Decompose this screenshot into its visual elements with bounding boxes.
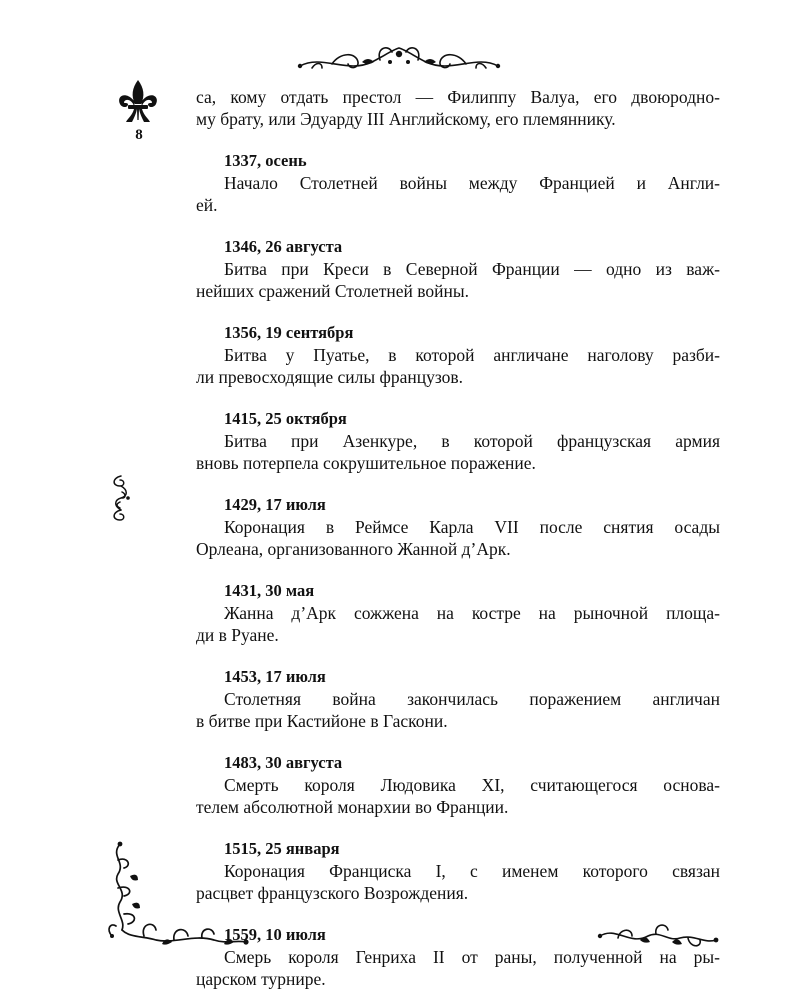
- text-line: Коронация в Реймсе Карла VII после снятия осады: [224, 517, 720, 537]
- text-line: Жанна д’Арк сожжена на костре на рыночной площа-: [224, 603, 720, 623]
- chronology-entry: [196, 408, 720, 474]
- text-line: Битва у Пуатье, в которой англичане наголову разби-: [224, 345, 720, 365]
- chronology-entry: [196, 322, 720, 388]
- text-line: ди в Руане.: [196, 625, 279, 645]
- entry-date: 1346, 26 августа: [224, 237, 343, 256]
- text-line: са, кому отдать престол — Филиппу Валуа, его двоюродно-: [196, 87, 720, 107]
- text-line: ли превосходящие силы французов.: [196, 367, 464, 387]
- chronology-entry: [196, 752, 720, 818]
- entry-date: 1429, 17 июля: [224, 495, 326, 514]
- text-line: нейших сражений Столетней войны.: [196, 281, 470, 301]
- entry-date: 1356, 19 сентября: [224, 323, 354, 342]
- text-line: Битва при Креси в Северной Франции — одно из важ-: [224, 259, 720, 279]
- text-line: му брату, или Эдуарду III Английскому, его племяннику.: [196, 109, 616, 129]
- text-line: Коронация Франциска I, с именем которого связан: [224, 861, 720, 881]
- text-line: телем абсолютной монархии во Франции.: [196, 797, 509, 817]
- text-line: в битве при Кастийоне в Гаскони.: [196, 711, 448, 731]
- text-line: ей.: [196, 195, 218, 215]
- fleur-de-lis-icon: [116, 78, 160, 124]
- text-line: царском турнире.: [196, 969, 326, 989]
- entry-date: 1337, осень: [224, 151, 307, 170]
- text-line: Смерь короля Генриха II от раны, полученной на ры-: [224, 947, 720, 967]
- chronology-entry: [196, 924, 720, 990]
- chronology-entry: [196, 494, 720, 560]
- entry-date: 1515, 25 января: [224, 839, 340, 858]
- text-line: Орлеана, организованного Жанной д’Арк.: [196, 539, 511, 559]
- chronology-entry: [196, 150, 720, 216]
- text-line: Начало Столетней войны между Францией и Англи-: [224, 173, 720, 193]
- text-line: расцвет французского Возрождения.: [196, 883, 469, 903]
- opening-paragraph: [196, 86, 720, 130]
- entry-date: 1453, 17 июля: [224, 667, 326, 686]
- chronology-entry: [196, 236, 720, 302]
- side-scroll-icon: [108, 474, 134, 522]
- text-line: вновь потерпела сокрушительное поражение.: [196, 453, 536, 473]
- entry-date: 1431, 30 мая: [224, 581, 315, 600]
- text-line: Смерть короля Людовика XI, считающегося основа-: [224, 775, 720, 795]
- entry-date: 1483, 30 августа: [224, 753, 343, 772]
- top-flourish-icon: [292, 40, 506, 76]
- chronology-entry: [196, 666, 720, 732]
- text-line: Битва при Азенкуре, в которой французская армия: [224, 431, 720, 451]
- chronology-entry: [196, 580, 720, 646]
- chronology-entry: [196, 838, 720, 904]
- entry-date: 1415, 25 октября: [224, 409, 347, 428]
- chronology-text: [196, 86, 720, 990]
- text-line: Столетняя война закончилась поражением англичан: [224, 689, 720, 709]
- entry-date: 1559, 10 июля: [224, 925, 326, 944]
- page-number: 8: [135, 127, 143, 143]
